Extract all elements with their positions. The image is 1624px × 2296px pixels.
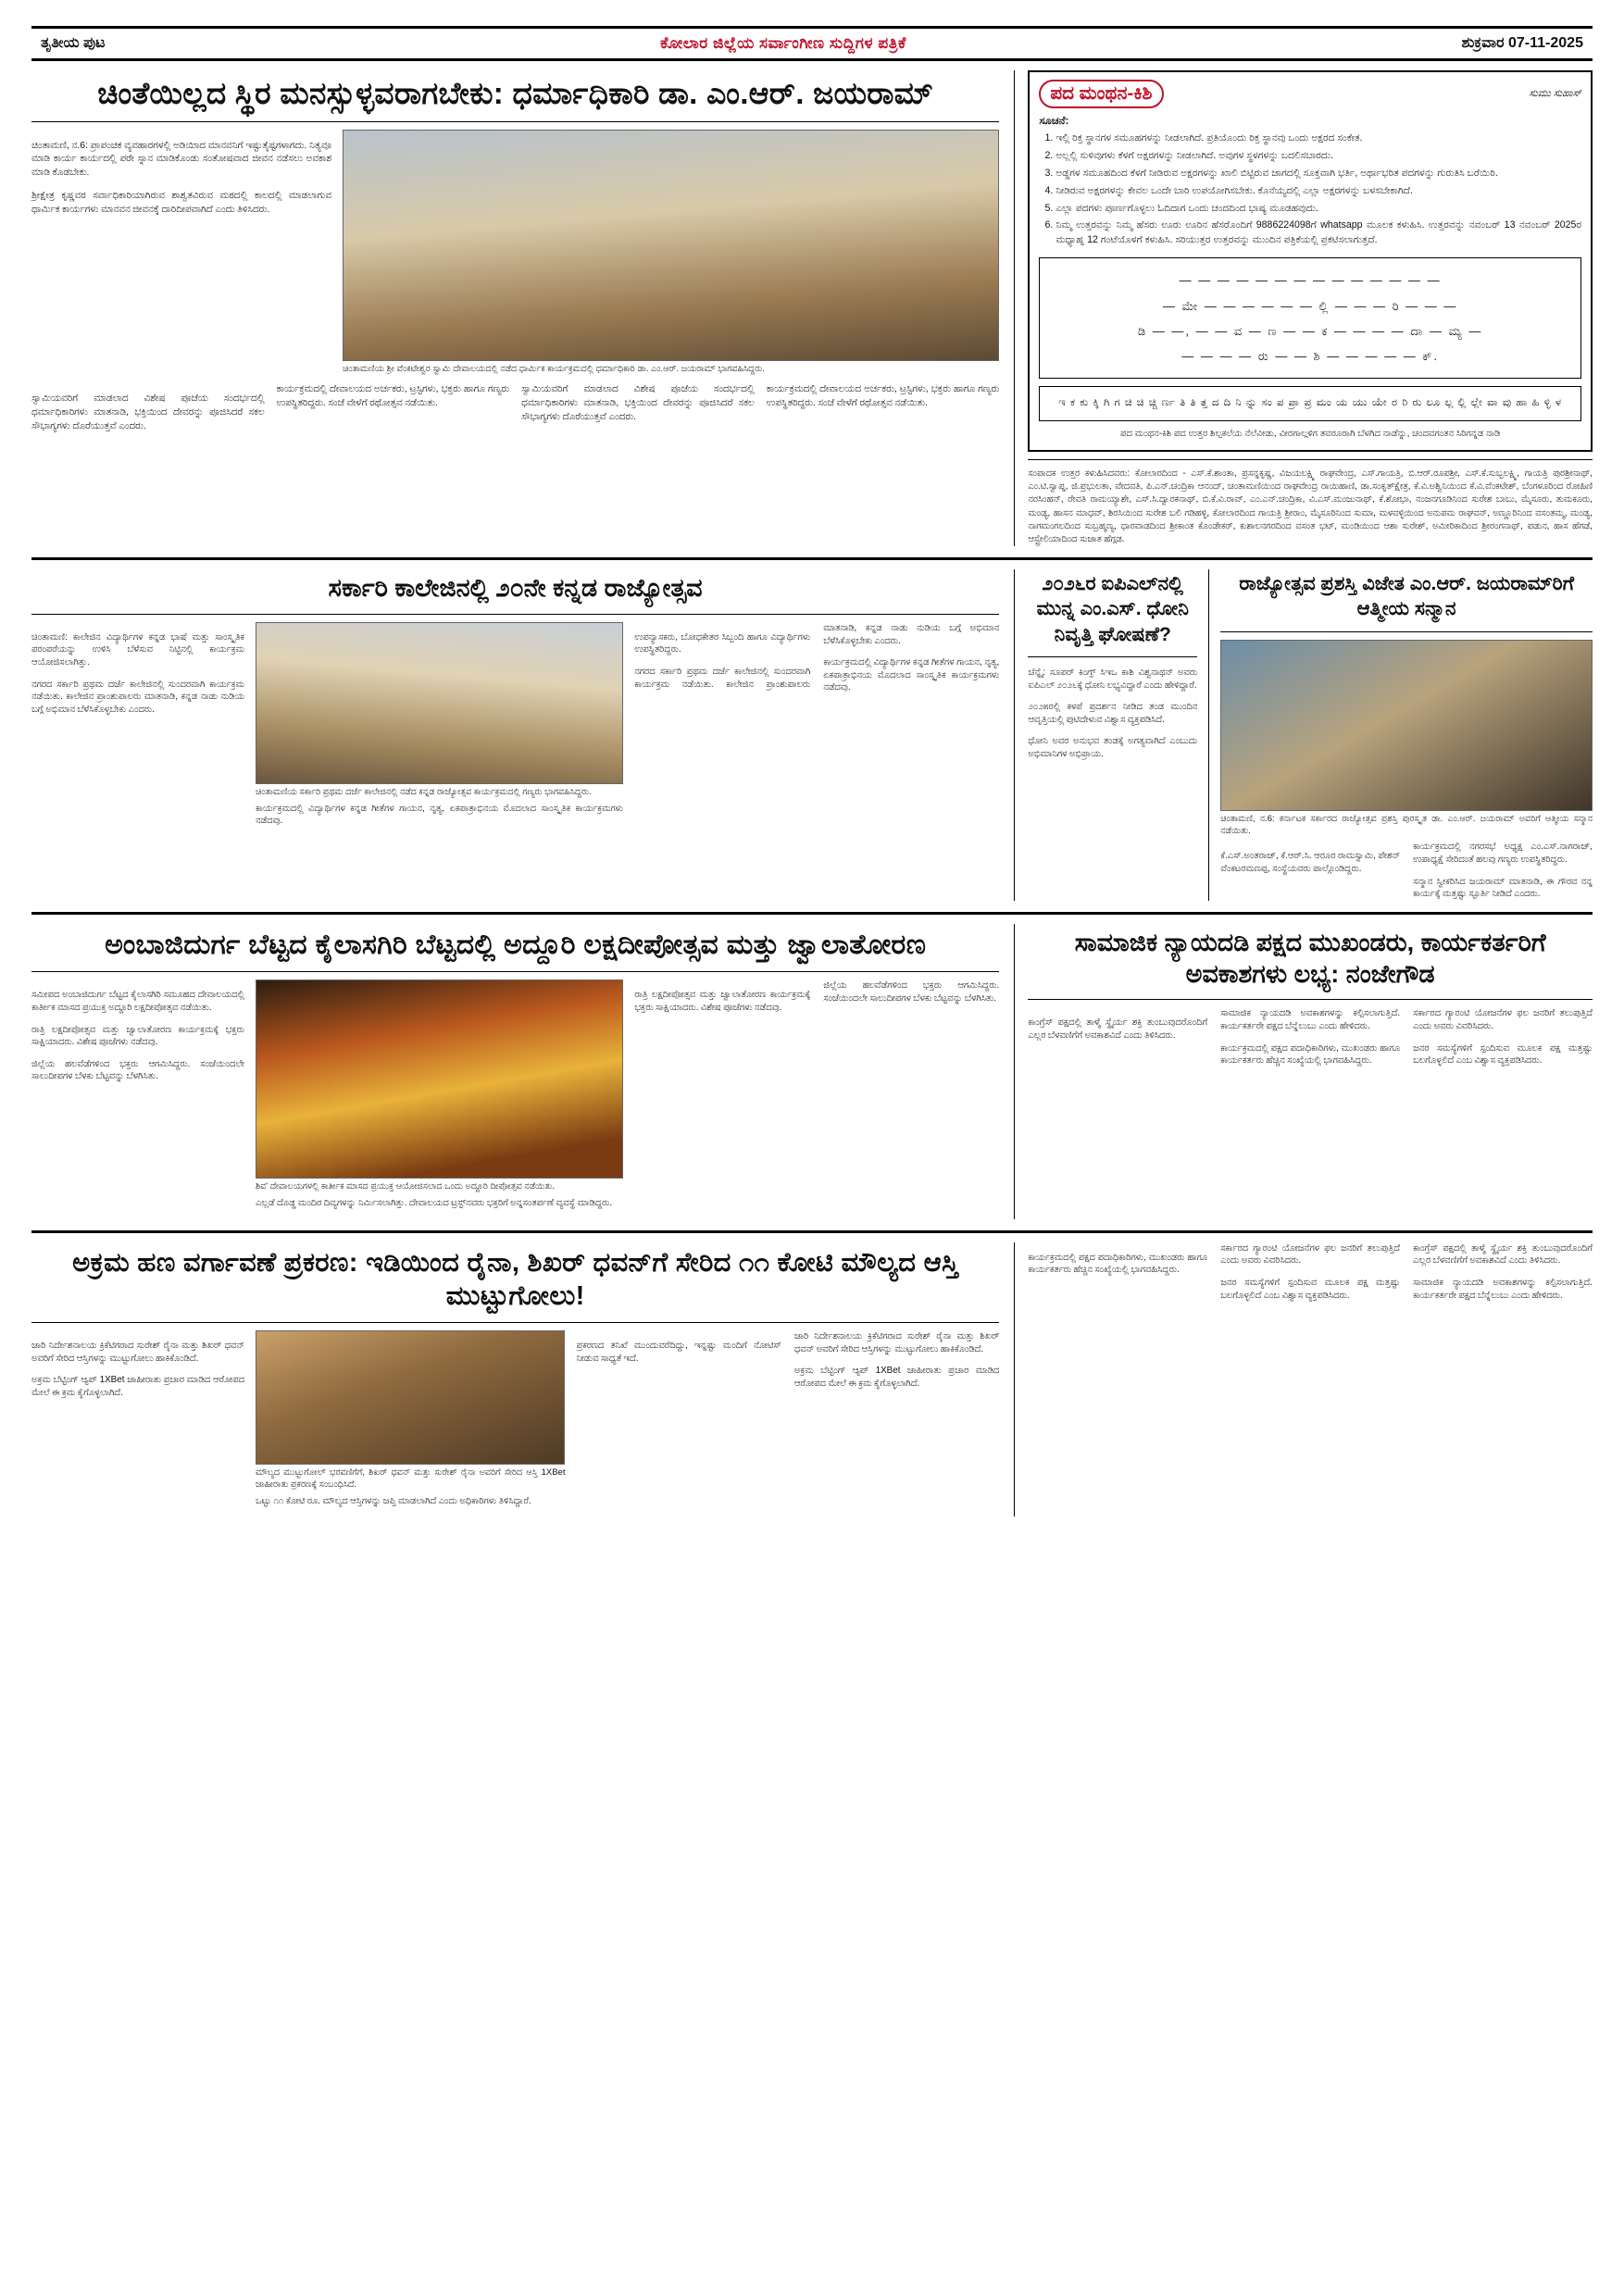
middle-section [31,569,1593,901]
puzzle-footer: ಪದ ಮಂಥನ-ಕಿಶಿ ಪದ ಉತ್ತರ ಶಿಲ್ಪಕಲೆಯ ನೆಲೆವೀಡು, ವೀರಗಾಲ್ಗಳಿಗ ತವರೂರಾಗಿ ಬೆಳಗಿದ ನಾಡೆನ್ನು, ಚಂದವಗಂತನ ಸಿರಿಗನ್ನಡ ನಾಡಿ [1120,428,1501,439]
list-item: 4. ನೀಡಿರುವ ಅಕ್ಷರಗಳನ್ನು ಕೇವಲ ಒಂದೇ ಬಾರಿ ಉಪಯೋಗಿಸಬೇಕು. ಕೊನೆಯ್ಯದಲ್ಲಿ ಎಲ್ಲಾ ಅಕ್ಷರಗಳನ್ನು ಬಳಸಬೇಕಾಗಿದೆ. [1056,184,1581,199]
betting-photo-caption: ಮೌಲ್ಯದ ಮುಟ್ಟುಗೋಲ್ ಭರವಣಿಗೆಗೆ, ಶಿಖರ್ ಧವನ್ ಮತ್ತು ಸುರೇಶ್ ರೈನಾ ಅವರಿಗೆ ಸೇರಿದ ಆಸ್ತಿ 1XBet ಜಾಹೀರಾತು ಪ್ರಕರಣಕ್ಕೆ ಸಂಬಂಧಿಸಿದೆ. [255,1467,566,1491]
puzzle-answer-grid [1039,257,1581,379]
list-item: 6. ನಿಮ್ಮ ಉತ್ತರವನ್ನು ನಿಮ್ಮ ಹೆಸರು ಊರು ಊರಿನ ಹೆಸರೊಂದಿಗೆ 9886224098ಗೆ whatsapp ಮೂಲಕ ಕಳುಹಿಸಿ. ಉತ್ತರವನ್ನು ನವಂಬರ್ 13 ನವಂಬರ್ 2025ರ ಮಧ್ಯಾಹ್ನ 12 ಗಂಟೆಯೊಳಗೆ ಕಳುಹಿಸಿ. ಸರಿಯುತ್ತರ ಉತ್ತರವನ್ನು ಮುಂದಿನ ಪತ್ರಿಕೆಯಲ್ಲಿ ಪ್ರಕಟಿಸಲಾಗುತ್ತದೆ. [1056,218,1581,248]
puzzle-credits: ಸಂಪಾದಕ ಉತ್ತರ ಕಳುಹಿಸಿದವರು: ಕೋಲಾರದಿಂದ - ಎಸ್.ಕೆ.ಶಾಂತಾ, ಪ್ರಸನ್ನಕೃಷ್ಣ, ವಿಜಯಲಕ್ಷ್ಮಿ ರಾಘವೇಂದ್ರ, ಎಸ್.ಗಾಯತ್ರಿ, ಬಿ.ಆರ್.ರೂಪಶ್ರೀ, ಎಸ್.ಕೆ.ಸುಬ್ಬಲಕ್ಷ್ಮಿ, ಗಾಯತ್ರಿ ಪುರಶ್ರೀನಾಥ್, ಎಂ.ಟಿ.ಸ್ವಾಪ್ನ, ಜಿ.ಪ್ರಭುಲತಾ, ವೇದವತಿ, ಪಿ.ಎನ್.ಚಂದ್ರಿಕಾ ಆನಂದ್, ಚಂತಾಮಣಿಯಿಂದ ರಾಘವೇಂದ್ರ ರಾಯಿಹಾಣಿ, ಡಾ.ಸಂಕೃತ್‌ಕ್ಷೇತ್ರ, ಕೆ.ವಿ.ಅಶ್ವಿನಿಯಿಂದ ಕೆ.ವಿ.ವೆಂಕಟೇಶ್, ಬೆಂಗಳೂರಿಂದ ರೋಹಿಣಿ ನರಸಿಂಹನ್, ರೇವತಿ ರಾಮಯ್ಯಾಶೇ, ಎಸ್.ಸಿ.ದ್ವಾರಕನಾಥ್, ಬಿ.ಕೆ.ವಿ.ರಾವ್, ಎಂ.ಎನ್.ಚಂದ್ರಿಕಾ, ವಿ.ಎಸ್.ಮಂಜುನಾಥ್, ಕೆ.ಶೋಭಾ, ನಂಜನಗೂಡಿನಿಂದ ಸುರೇಶ ಬಾಬು, ಮೈಸೂರು, ತುಮಕೂರು, ಮಂಡ್ಯ, ಹಾಸನ ಮಾಧವ್, ಶಿರಸಿಯಿಂದ ಸುರೇಶ ಬಲಿ ಗಡಿಹಳ್ಳಿ, ಕೋಲಾರದಿಂದ ಗಾಯತ್ರಿ ಶ್ರೀರಾಂ, ಮೈಸೂರಿನಿಂದ ಸುಮಾ, ಮಳವಳ್ಳಿಯಿಂದ ಅನುಪಮ ರಾಘವನ್, ಅಣ್ಣೂರಿನಿಂದ ವಸಂತಮ್ಮ, ಮಂಡ್ಯ, ನಾಗಮಂಗಲದಿಂದ ಸುಬ್ರಹ್ಮಣ್ಯ, ಧಾರವಾಡದಿಂದ ಶ್ರೀಕಾಂತ ಕೊಂಡೇಕರ್, ಕುಶಾಲನಗರದಿಂದ ವಸಂತ ಭಟ್, ಮಂಡಿಯಿಂದ ಆಶಾ ಸುರೇಶ್, ಅಮೀರಿಕಾದಿಂದ ಶ್ರೀರಂಗನಾಥ್, ಪಡುನ, ಹಾಸ ಹೆಗಡೆ, ಆಸ್ಟ್ರೇಲಿಯಾದಿಂದ ಸುಜಾತ ಹೆಗ್ಗಡ. [1028,468,1593,544]
right-middle-column [1014,569,1593,901]
honour-photo-caption: ಚಿಂತಾಮಣಿ, ನ.6: ಕರ್ನಾಟಕ ಸರ್ಕಾರದ ರಾಜ್ಯೋತ್ಸವ ಪ್ರಶಸ್ತಿ ಪುರಸ್ಕೃತ ಡಾ. ಎಂ.ಆರ್. ಜಯರಾಮ್ ಅವರಿಗೆ ಆತ್ಮೀಯ ಸನ್ಮಾನ ನಡೆಯಿತು. [1220,813,1593,836]
masthead [31,26,1593,61]
honour-article [1208,569,1593,901]
justice-article [1014,924,1593,1219]
answer-row: ಡಿ — —, — — ವ — ಣ — — ಕ — — — — ದಾ — ಮ್ಯ — [1137,323,1483,338]
lead-headline: ಚಿಂತೆಯಿಲ್ಲದ ಸ್ಥಿರ ಮನಸ್ಸುಳ್ಳವರಾಗಬೇಕು: ಧರ್ಮಾಧಿಕಾರಿ ಡಾ. ಎಂ.ಆರ್. ಜಯರಾಮ್ [97,76,934,110]
word-puzzle [1028,70,1593,452]
deepotsava-para-3: ಎಲ್ಲಡೆ ದೊಡ್ಡ ಮಂದಿರ ದಿವ್ಯಗಳನ್ನು ನಿರ್ಮಿಸಲಾಗಿತ್ತು. ದೇವಾಲಯದ ಟ್ರಸ್ಟ್‌ನವರು ಭಕ್ತರಿಗೆ ಅನ್ನಸಂತರ್ಪಣೆ ವ್ಯವಸ್ಥೆ ಮಾಡಿದ್ದರು. [255,1198,613,1209]
college-headline: ಸರ್ಕಾರಿ ಕಾಲೇಜಿನಲ್ಲಿ ೨೦ನೇ ಕನ್ನಡ ರಾಜ್ಯೋತ್ಸವ [328,574,703,603]
justice-cont-1: ಸರ್ಕಾರದ ಗ್ಯಾರಂಟಿ ಯೋಜನೆಗಳ ಫಲ ಜನರಿಗೆ ತಲುಪುತ್ತಿದೆ ಎಂದು ಅವರು ವಿವರಿಸಿದರು. [1220,1242,1401,1267]
lead-para-3b: ಕಾರ್ಯಕ್ರಮದಲ್ಲಿ ದೇವಾಲಯದ ಅರ್ಚಕರು, ಟ್ರಸ್ಟಿಗಳು, ಭಕ್ತರು ಹಾಗೂ ಗಣ್ಯರು ಉಪಸ್ಥಿತರಿದ್ದರು. ಸಂಜೆ ವೇಳೆಗೆ ರಥೋತ್ಸವ ನಡೆಯಿತು. [766,384,1000,408]
betting-para-1: ಅಕ್ರಮ ಬೆಟ್ಟಿಂಗ್ ಆ್ಯಪ್ 1XBet ಜಾಹೀರಾತು ಪ್ರಚಾರ ಮಾಡಿದ ಆರೋಪದ ಮೇಲೆ ಈ ಕ್ರಮ ಕೈಗೊಳ್ಳಲಾಗಿದೆ. [31,1375,244,1399]
list-item: 5. ಎಲ್ಲಾ ಪದಗಳು ಪೂರ್ಣಗೊಳ್ಳಲು ಓದಿದಾಗ ಒಂದು ಚಂದದಿಂದ ಭಾಷ್ಯ ಮೂಡಹವುದು. [1056,202,1581,217]
lead-story [31,70,999,546]
puzzle-letter-bank: ಇ ಕ ಕು ಕ್ಕಿ ಗಿ ಗ ಚಿ ಚಿ ಚ್ಚಿ ರ್ಣ ತಿ ತಿ ತ್ತ ದ ದಿ ನಿ ನ್ನು ಸಂ ಪ ಪ್ರಾ ಪ್ರ ಮಂ ಯ ಯು ಯೇ ರ ರಿ ರು ಲೂ ಲ್ಲ ಲ್ಲಿ ಲ್ಲೇ ವಾ ವು ಹಾ ಹಿ ಳ್ಳಿ ಳ [1039,386,1581,421]
college-para-2b: ಕಾರ್ಯಕ್ರಮದಲ್ಲಿ ವಿದ್ಯಾರ್ಥಿಗಳ ಕನ್ನಡ ಗೀತೆಗಳ ಗಾಯನ, ನೃತ್ಯ, ಏಕಪಾತ್ರಾಭಿನಯ ಮೊದಲಾದ ಸಾಂಸ್ಕೃತಿಕ ಕಾರ್ಯಕ್ರಮಗಳು ನಡೆದವು. [823,657,1000,693]
college-para-3: ಉಪನ್ಯಾಸಕರು, ಬೋಧಕೇತರ ಸಿಬ್ಬಂದಿ ಹಾಗೂ ವಿದ್ಯಾರ್ಥಿಗಳು ಉಪಸ್ಥಿತರಿದ್ದರು. [634,631,811,655]
honour-photo [1220,640,1593,811]
betting-para-2: ಒಟ್ಟು ೧೧ ಕೋಟಿ ರೂ. ಮೌಲ್ಯದ ಆಸ್ತಿಗಳನ್ನು ಜಪ್ತಿ ಮಾಡಲಾಗಿದೆ ಎಂದು ಅಧಿಕಾರಿಗಳು ತಿಳಿಸಿದ್ದಾರೆ. [255,1495,531,1506]
betting-para-0: ಜಾರಿ ನಿರ್ದೇಶನಾಲಯ ಕ್ರಿಕೆಟಿಗರಾದ ಸುರೇಶ್ ರೈನಾ ಮತ್ತು ಶಿಖರ್ ಧವನ್ ಅವರಿಗೆ ಸೇರಿದ ಆಸ್ತಿಗಳನ್ನು ಮುಟ್ಟುಗೋಲು ಹಾಕಿಕೊಂಡಿದೆ. [31,1341,244,1364]
justice-para-1: ಸಾಮಾಜಿಕ ನ್ಯಾಯದಡಿ ಅವಕಾಶಗಳನ್ನು ಕಲ್ಪಿಸಲಾಗುತ್ತಿದೆ. ಕಾರ್ಯಕರ್ತರೇ ಪಕ್ಷದ ಬೆನ್ನೆಲುಬು ಎಂದು ಹೇಳಿದರು. [1220,1008,1401,1032]
justice-cont-3: ಕಾಂಗ್ರೆಸ್ ಪಕ್ಷದಲ್ಲಿ ತಾಳ್ಮೆ ಸ್ಥೈರ್ಯ ಶಕ್ತಿ ತುಂಬುವುದರೊಂದಿಗೆ ಎಲ್ಲರ ಬೆಳವಣಿಗೆಗೆ ಅವಕಾಶವಿದೆ ಎಂದು ತಿಳಿಸಿದರು. [1413,1242,1593,1267]
lead-para-3: ಕಾರ್ಯಕ್ರಮದಲ್ಲಿ ದೇವಾಲಯದ ಅರ್ಚಕರು, ಟ್ರಸ್ಟಿಗಳು, ಭಕ್ತರು ಹಾಗೂ ಗಣ್ಯರು ಉಪಸ್ಥಿತರಿದ್ದರು. ಸಂಜೆ ವೇಳೆಗೆ ರಥೋತ್ಸವ ನಡೆಯಿತು. [276,384,510,408]
lead-para-2: ಸ್ವಾಮಿಯವರಿಗೆ ಮಾಡಲಾದ ವಿಶೇಷ ಪೂಜೆಯ ಸಂದರ್ಭದಲ್ಲಿ ಧರ್ಮಾಧಿಕಾರಿಗಳು ಮಾತನಾಡಿ, ಭಕ್ತಿಯಿಂದ ದೇವರನ್ನು ಪೂಜಿಸಿದರೆ ಸಕಲ ಸೌಭಾಗ್ಯಗಳು ದೊರೆಯುತ್ತವೆ ಎಂದರು. [31,393,265,431]
honour-para-2: ಸನ್ಮಾನ ಸ್ವೀಕರಿಸಿದ ಜಯರಾಮ್ ಮಾತನಾಡಿ, ಈ ಗೌರವ ನನ್ನ ಕಾರ್ಯಕ್ಕೆ ಮತ್ತಷ್ಟು ಸ್ಫೂರ್ತಿ ನೀಡಿದೆ ಎಂದರು. [1413,876,1593,900]
justice-continuation [1014,1242,1593,1517]
lead-photo-caption: ಚಿಂತಾಮಣಿಯ ಶ್ರೀ ವೆಂಕಟೇಶ್ವರ ಸ್ವಾಮಿ ದೇವಾಲಯದಲ್ಲಿ ನಡೆದ ಧಾರ್ಮಿಕ ಕಾರ್ಯಕ್ರಮದಲ್ಲಿ ಧರ್ಮಾಧಿಕಾರಿ ಡಾ. ಎಂ.ಆರ್. ಜಯರಾಮ್ ಭಾಗವಹಿಸಿದ್ದರು. [343,364,765,375]
deepotsava-article [31,924,999,1219]
betting-photo [256,1330,566,1465]
deepotsava-para-2: ಜಿಲ್ಲೆಯ ಹಲವೆಡೆಗಳಿಂದ ಭಕ್ತರು ಆಗಮಿಸಿದ್ದರು. ಸಂಜೆಯಿಂದಲೇ ಸಾಲುದೀಪಗಳ ಬೆಳಕು ಬೆಟ್ಟವನ್ನು ಬೆಳಗಿಸಿತು. [31,1058,244,1082]
honour-para-0: ಕೆ.ಎಸ್.ಅಂತರಾಜ್, ಕೆ.ಆರ್.ಸಿ. ಆರೂರ ರಾಮಸ್ವಾಮಿ, ಪೇಶನ್ ವೆಂಕಟರಮಣಪ್ಪ, ಸಂಸ್ಥೆಯವರು ಪಾಲ್ಗೊಂಡಿದ್ದರು. [1220,851,1401,874]
betting-para-1b: ಅಕ್ರಮ ಬೆಟ್ಟಿಂಗ್ ಆ್ಯಪ್ 1XBet ಜಾಹೀರಾತು ಪ್ರಚಾರ ಮಾಡಿದ ಆರೋಪದ ಮೇಲೆ ಈ ಕ್ರಮ ಕೈಗೊಳ್ಳಲಾಗಿದೆ. [793,1366,1000,1390]
lead-para-0: ಚಿಂತಾಮಣಿ, ನ.6: ಪ್ರಾಪಂಚಿಕ ವ್ಯವಹಾರಗಳಲ್ಲಿ ಅಡಿಯಿಾದ ಮಾನವನಿಗೆ ಇಷ್ಟುತೈಷ್ಟಗಳಾಗದು. ನಿತ್ಯವೂ ಮಾಡಿ ಕಾರ್ಯ ಕಾರ್ಯದಲ್ಲಿ ಪರೇ ಸ್ನಾನ ಮಾಡಿಕೊಂಡು ಸಂತೋಷವಾದ ಜೀವನ ನಡೆಸಲು ಅವಕಾಶ ಮಾಡಿ ಕೊಡಬೇಕು. [31,140,332,179]
betting-article [31,1242,999,1517]
answer-row: — — — — — — — — — — — — — — [1179,273,1442,288]
justice-para-3: ಸರ್ಕಾರದ ಗ್ಯಾರಂಟಿ ಯೋಜನೆಗಳ ಫಲ ಜನರಿಗೆ ತಲುಪುತ್ತಿದೆ ಎಂದು ಅವರು ವಿವರಿಸಿದರು. [1413,1008,1593,1032]
answer-row: — ಮೇ — — — — — — ಲ್ಲಿ — — — ರಿ — — — [1162,298,1458,313]
college-photo-caption: ಚಿಂತಾಮಣಿಯ ಸರ್ಕಾರಿ ಪ್ರಥಮ ದರ್ಜೆ ಕಾಲೇಜಿನಲ್ಲಿ ನಡೆದ ಕನ್ನಡ ರಾಜ್ಯೋತ್ಸವ ಕಾರ್ಯಕ್ರಮದಲ್ಲಿ ಗಣ್ಯರು ಭಾಗವಹಿಸಿದ್ದರು. [255,786,592,797]
masthead-left: ತೃತೀಯ ಪುಟ [41,35,106,51]
bottom-section [31,1242,1593,1517]
justice-para-2: ಕಾರ್ಯಕ್ರಮದಲ್ಲಿ ಪಕ್ಷದ ಪದಾಧಿಕಾರಿಗಳು, ಮುಖಂಡರು ಹಾಗೂ ಕಾರ್ಯಕರ್ತರು ಹೆಚ್ಚಿನ ಸಂಖ್ಯೆಯಲ್ಲಿ ಭಾಗವಹಿಸಿದ್ದರು. [1220,1042,1401,1067]
justice-cont-0: ಕಾರ್ಯಕ್ರಮದಲ್ಲಿ ಪಕ್ಷದ ಪದಾಧಿಕಾರಿಗಳು, ಮುಖಂಡರು ಹಾಗೂ ಕಾರ್ಯಕರ್ತರು ಹೆಚ್ಚಿನ ಸಂಖ್ಯೆಯಲ್ಲಿ ಭಾಗವಹಿಸಿದ್ದರು. [1028,1252,1208,1276]
puzzle-author: ಸುಮು ಸುಹಾಸ್ [1529,88,1581,99]
lead-para-2b: ಸ್ವಾಮಿಯವರಿಗೆ ಮಾಡಲಾದ ವಿಶೇಷ ಪೂಜೆಯ ಸಂದರ್ಭದಲ್ಲಿ ಧರ್ಮಾಧಿಕಾರಿಗಳು ಮಾತನಾಡಿ, ಭಕ್ತಿಯಿಂದ ದೇವರನ್ನು ಪೂಜಿಸಿದರೆ ಸಕಲ ಸೌಭಾಗ್ಯಗಳು ದೊರೆಯುತ್ತವೆ ಎಂದರು. [521,384,755,422]
dhoni-para-2: ಧೋನಿ ಅವರ ಅನುಭವ ತಂಡಕ್ಕೆ ಅಗತ್ಯವಾಗಿದೆ ಎಂಬುದು ಅಭಿಮಾನಿಗಳ ಅಭಿಪ್ರಾಯ. [1028,736,1198,760]
honour-para-1: ಕಾರ್ಯಕ್ರಮದಲ್ಲಿ ನಗರಸಭೆ ಅಧ್ಯಕ್ಷ ಎಂ.ಎಸ್.ನಾಗರಾಜ್, ಉಪಾಧ್ಯಕ್ಷೆ ಸೇರಿದಂತೆ ಹಲವು ಗಣ್ಯರು ಉಪಸ್ಥಿತರಿದ್ದರು. [1413,842,1593,866]
justice-cont-4: ಸಾಮಾಜಿಕ ನ್ಯಾಯದಡಿ ಅವಕಾಶಗಳನ್ನು ಕಲ್ಪಿಸಲಾಗುತ್ತಿದೆ. ಕಾರ್ಯಕರ್ತರೇ ಪಕ್ಷದ ಬೆನ್ನೆಲುಬು ಎಂದು ಹೇಳಿದರು. [1413,1277,1593,1301]
masthead-center: ಕೋಲಾರ ಜಿಲ್ಲೆಯ ಸರ್ವಾಂಗೀಣ ಸುದ್ದಿಗಳ ಪತ್ರಿಕೆ [660,34,906,52]
lead-para-1: ಶ್ರೀಕ್ಷೇತ್ರ ಕೃಷ್ಣವರ ಸರ್ವಾಧಿಕಾರಿಯಾಗಿರುವ ಶಾಶ್ವತವಿರುವ ಮಠದಲ್ಲಿ ಕಾಲದಲ್ಲಿ ಮಾಡಲಾಗುವ ಧಾರ್ಮಿಕ ಕಾರ್ಯಗಳು ಮಾನವನ ಜೀವನಕ್ಕೆ ದಾರಿದೀಪವಾಗಿದೆ ಎಂದು ತಿಳಿಸಿದರು. [31,191,332,216]
list-item: 2. ಅಲ್ಲಲ್ಲಿ ಸುಳಿವುಗಳು ಕೆಳಗೆ ಅಕ್ಷರಗಳನ್ನು ನೀಡಲಾಗಿದೆ. ಅವುಗಳ ಸ್ಥಳಗಳನ್ನು ಬದಲಿಸಬಾರದು. [1056,149,1581,164]
dhoni-headline: ೨೦೨೬ರ ಐಪಿಎಲ್‌ನಲ್ಲಿ ಮುನ್ನ ಎಂ.ಎಸ್. ಧೋನಿ ನಿವೃತ್ತಿ ಘೋಷಣೆ? [1036,573,1189,645]
top-section [31,70,1593,546]
lead-photo [343,130,999,361]
puzzle-column [1014,70,1593,546]
deepotsava-photo-caption: ಶಿವ' ದೇವಾಲಯಗಳಲ್ಲಿ ಕಾರ್ತೀಕ ಮಾಸದ ಪ್ರಯುಕ್ತ ಆಯೋಜಿಸಲಾದ ಒಂದು ಅದ್ದೂರಿ ದೀಪೋತ್ಸವ ನಡೆಯಿತು. [255,1181,556,1192]
deepotsava-para-1b: ರಾತ್ರಿ ಲಕ್ಷದೀಪೋತ್ಸವ ಮತ್ತು ಜ್ವಾಲಾತೋರಣ ಕಾರ್ಯಕ್ರಮಕ್ಕೆ ಭಕ್ತರು ಸಾಕ್ಷಿಯಾದರು. ವಿಶೇಷ ಪೂಜೆಗಳು ನಡೆದವು. [634,990,811,1013]
college-para-1: ನಗರದ ಸರ್ಕಾರಿ ಪ್ರಥಮ ದರ್ಜೆ ಕಾಲೇಜಿನಲ್ಲಿ ಸುಂದರವಾಗಿ ಕಾರ್ಯಕ್ರಮ ನಡೆಯಿತು. ಕಾಲೇಜಿನ ಪ್ರಾಂಶುಪಾಲರು ಮಾತನಾಡಿ, ಕನ್ನಡ ನಾಡು ನುಡಿಯ ಬಗ್ಗೆ ಅಭಿಮಾನ ಬೆಳೆಸಿಕೊಳ್ಳಬೇಕು ಎಂದರು. [31,679,244,715]
college-para-0: ಚಿಂತಾಮಣಿ: ಕಾಲೇಜಿನ ವಿದ್ಯಾರ್ಥಿಗಳ ಕನ್ನಡ ಭಾಷೆ ಮತ್ತು ಸಾಂಸ್ಕೃತಿಕ ಪರಂಪರೆಯನ್ನು ಉಳಿಸಿ ಬೆಳೆಸುವ ನಿಟ್ಟಿನಲ್ಲಿ ಕಾರ್ಯಕ್ರಮ ಆಯೋಜಿಸಲಾಗಿತ್ತು. [31,631,244,668]
list-item: 1. ಇಲ್ಲಿ ರಿಕ್ತ ಸ್ಥಾನಗಳ ಸಮೂಹಗಳನ್ನು ನೀಡಲಾಗಿದೆ. ಪ್ರತಿಯೊಂದು ರಿಕ್ತ ಸ್ಥಾನವು ಒಂದು ಅಕ್ಷರದ ಸಂಕೇತ. [1056,131,1581,146]
answer-row: — — — — ರು — — ಶಿ — — — — — ಕ್. [1181,349,1440,364]
deepotsava-photo [256,980,623,1179]
justice-para-4: ಜನರ ಸಮಸ್ಯೆಗಳಿಗೆ ಸ್ಪಂದಿಸುವ ಮೂಲಕ ಪಕ್ಷ ಮತ್ತಷ್ಟು ಬಲಗೊಳ್ಳಲಿದೆ ಎಂಬ ವಿಶ್ವಾಸ ವ್ಯಕ್ತಪಡಿಸಿದರು. [1413,1042,1593,1067]
honour-headline: ರಾಜ್ಯೋತ್ಸವ ಪ್ರಶಸ್ತಿ ವಿಜೇತ ಎಂ.ಆರ್. ಜಯರಾಮ್‌ರಿಗೆ ಆತ್ಮೀಯ ಸನ್ಮಾನ [1239,573,1574,620]
list-item: 3. ಅಡ್ಡಗಳ ಸಮೂಹದಿಂದ ಕೆಳಗೆ ನೀಡಿರುವ ಅಕ್ಷರಗಳನ್ನು ಖಾಲಿ ಬಿಟ್ಟಿರುವ ಜಾಗದಲ್ಲಿ ಸೂಕ್ತವಾಗಿ ಭರ್ತಿ, ಅರ್ಥಾಭರಿತ ಪದಗಳನ್ನು ಗುರುತಿಸಿ ಬರೆಯಿರಿ. [1056,167,1581,181]
deepotsava-headline: ಅಂಬಾಜಿದುರ್ಗ ಬೆಟ್ಟದ ಕೈಲಾಸಗಿರಿ ಬೆಟ್ಟದಲ್ಲಿ ಅದ್ದೂರಿ ಲಕ್ಷದೀಪೋತ್ಸವ ಮತ್ತು ಜ್ವಾಲಾತೋರಣ [105,929,927,960]
betting-para-3: ಪ್ರಕರಣದ ತನಿಖೆ ಮುಂದುವರೆದಿದ್ದು, ಇನ್ನಷ್ಟು ಮಂದಿಗೆ ನೋಟಿಸ್ ನೀಡುವ ಸಾಧ್ಯತೆ ಇದೆ. [576,1341,781,1364]
college-photo [256,622,623,784]
betting-headline: ಅಕ್ರಮ ಹಣ ವರ್ಗಾವಣೆ ಪ್ರಕರಣ: ಇಡಿಯಿಂದ ರೈನಾ, ಶಿಖರ್ ಧವನ್‌ಗೆ ಸೇರಿದ ೧೧ ಕೋಟಿ ಮೌಲ್ಯದ ಆಸ್ತಿ ಮುಟ್ಟುಗೋಲು! [72,1247,959,1312]
dhoni-para-0: ಚೆನ್ನೈ: ಸೂಪರ್ ಕಿಂಗ್ಸ್ ಸಿಇಒ ಕಾಶಿ ವಿಶ್ವನಾಥನ್ ಅವರು ಐಪಿಎಲ್ ೨೦೨೬ಕ್ಕೆ ಧೋನಿ ಲಭ್ಯವಿದ್ದಾರೆ ಎಂದು ಹೇಳಿದ್ದಾರೆ. [1028,667,1198,691]
puzzle-clue-list [1056,131,1581,248]
puzzle-instructions-label: ಸೂಚನೆ: [1039,116,1069,127]
college-article [31,569,999,901]
deepotsava-para-1: ರಾತ್ರಿ ಲಕ್ಷದೀಪೋತ್ಸವ ಮತ್ತು ಜ್ವಾಲಾತೋರಣ ಕಾರ್ಯಕ್ರಮಕ್ಕೆ ಭಕ್ತರು ಸಾಕ್ಷಿಯಾದರು. ವಿಶೇಷ ಪೂಜೆಗಳು ನಡೆದವು. [31,1024,244,1048]
justice-cont-2: ಜನರ ಸಮಸ್ಯೆಗಳಿಗೆ ಸ್ಪಂದಿಸುವ ಮೂಲಕ ಪಕ್ಷ ಮತ್ತಷ್ಟು ಬಲಗೊಳ್ಳಲಿದೆ ಎಂಬ ವಿಶ್ವಾಸ ವ್ಯಕ್ತಪಡಿಸಿದರು. [1220,1277,1401,1301]
dhoni-article [1028,569,1197,901]
dhoni-para-1: ೨೦೨೫ರಲ್ಲಿ ಕಳಪೆ ಪ್ರದರ್ಶನ ನೀಡಿದ ತಂಡ ಮುಂದಿನ ಆವೃತ್ತಿಯಲ್ಲಿ ಪುಟಿದೇಳುವ ವಿಶ್ವಾಸ ವ್ಯಕ್ತಪಡಿಸಿದೆ. [1028,702,1198,725]
lower-section [31,924,1593,1219]
justice-para-0: ಕಾಂಗ್ರೆಸ್ ಪಕ್ಷದಲ್ಲಿ ತಾಳ್ಮೆ ಸ್ಥೈರ್ಯ ಶಕ್ತಿ ತುಂಬುವುದರೊಂದಿಗೆ ಎಲ್ಲರ ಬೆಳವಣಿಗೆಗೆ ಅವಕಾಶವಿದೆ ಎಂದು ತಿಳಿಸಿದರು. [1028,1017,1208,1041]
puzzle-title: ಪದ ಮಂಥನ-ಕಿಶಿ [1039,80,1163,108]
justice-headline: ಸಾಮಾಜಿಕ ನ್ಯಾಯದಡಿ ಪಕ್ಷದ ಮುಖಂಡರು, ಕಾರ್ಯಕರ್ತರಿಗೆ ಅವಕಾಶಗಳು ಲಭ್ಯ: ನಂಜೇಗೌಡ [1074,928,1546,988]
deepotsava-para-0: ಸಮೀಪದ ಅಂಬಾಜಿದುರ್ಗ ಬೆಟ್ಟದ ಕೈಲಾಸಗಿರಿ ಸಮೂಹದ ದೇವಾಲಯದಲ್ಲಿ ಕಾರ್ತೀಕ ಮಾಸದ ಪ್ರಯುಕ್ತ ಅದ್ದೂರಿ ಲಕ್ಷದೀಪೋತ್ಸವ ನಡೆಯಿತು. [31,990,244,1013]
college-para-2: ಕಾರ್ಯಕ್ರಮದಲ್ಲಿ ವಿದ್ಯಾರ್ಥಿಗಳ ಕನ್ನಡ ಗೀತೆಗಳ ಗಾಯನ, ನೃತ್ಯ, ಏಕಪಾತ್ರಾಭಿನಯ ಮೊದಲಾದ ಸಾಂಸ್ಕೃತಿಕ ಕಾರ್ಯಕ್ರಮಗಳು ನಡೆದವು. [255,803,624,827]
masthead-date: ಶುಕ್ರವಾರ 07-11-2025 [1461,35,1583,51]
deepotsava-para-2b: ಜಿಲ್ಲೆಯ ಹಲವೆಡೆಗಳಿಂದ ಭಕ್ತರು ಆಗಮಿಸಿದ್ದರು. ಸಂಜೆಯಿಂದಲೇ ಸಾಲುದೀಪಗಳ ಬೆಳಕು ಬೆಟ್ಟವನ್ನು ಬೆಳಗಿಸಿತು. [823,980,1000,1004]
betting-para-0b: ಜಾರಿ ನಿರ್ದೇಶನಾಲಯ ಕ್ರಿಕೆಟಿಗರಾದ ಸುರೇಶ್ ರೈನಾ ಮತ್ತು ಶಿಖರ್ ಧವನ್ ಅವರಿಗೆ ಸೇರಿದ ಆಸ್ತಿಗಳನ್ನು ಮುಟ್ಟುಗೋಲು ಹಾಕಿಕೊಂಡಿದೆ. [793,1331,1000,1354]
college-para-1b: ನಗರದ ಸರ್ಕಾರಿ ಪ್ರಥಮ ದರ್ಜೆ ಕಾಲೇಜಿನಲ್ಲಿ ಸುಂದರವಾಗಿ ಕಾರ್ಯಕ್ರಮ ನಡೆಯಿತು. ಕಾಲೇಜಿನ ಪ್ರಾಂಶುಪಾಲರು ಮಾತನಾಡಿ, ಕನ್ನಡ ನಾಡು ನುಡಿಯ ಬಗ್ಗೆ ಅಭಿಮಾನ ಬೆಳೆಸಿಕೊಳ್ಳಬೇಕು ಎಂದರು. [634,622,1000,690]
